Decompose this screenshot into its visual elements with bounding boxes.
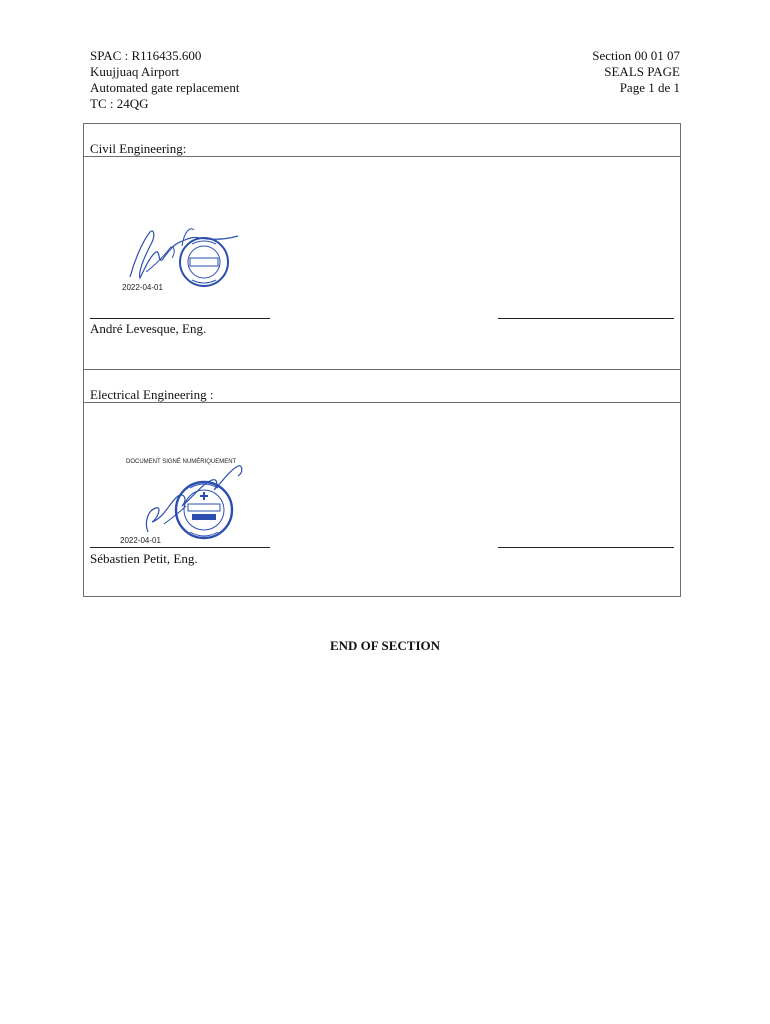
civil-signatory-name: André Levesque, Eng. bbox=[90, 321, 207, 336]
project-location: Kuujjuaq Airport bbox=[90, 64, 180, 79]
electrical-signature-line bbox=[90, 547, 270, 548]
civil-section-bottom-divider bbox=[84, 369, 680, 370]
civil-seal-date: 2022-04-01 bbox=[122, 283, 163, 292]
seals-table bbox=[83, 123, 681, 597]
end-of-section-label: END OF SECTION bbox=[329, 638, 441, 653]
document-header-right bbox=[592, 48, 680, 96]
page-number: Page 1 de 1 bbox=[619, 80, 680, 95]
electrical-second-signature-line bbox=[498, 547, 674, 548]
civil-section-divider bbox=[84, 156, 680, 157]
section-number: Section 00 01 07 bbox=[592, 48, 680, 63]
page-type: SEALS PAGE bbox=[604, 64, 680, 79]
electrical-section-label: Electrical Engineering : bbox=[90, 387, 214, 402]
project-number: SPAC : R116435.600 bbox=[90, 48, 202, 63]
project-title: Automated gate replacement bbox=[90, 80, 240, 95]
electrical-seal-date: 2022-04-01 bbox=[120, 536, 161, 545]
digital-signature-notice: DOCUMENT SIGNÉ NUMÉRIQUEMENT bbox=[126, 459, 237, 465]
project-tc: TC : 24QG bbox=[90, 96, 149, 111]
document-header-left bbox=[90, 48, 239, 112]
civil-second-signature-line bbox=[498, 318, 674, 319]
electrical-section-divider bbox=[84, 402, 680, 403]
civil-section-label: Civil Engineering: bbox=[90, 141, 187, 156]
electrical-signatory-name: Sébastien Petit, Eng. bbox=[90, 551, 198, 566]
civil-signature-line bbox=[90, 318, 270, 319]
